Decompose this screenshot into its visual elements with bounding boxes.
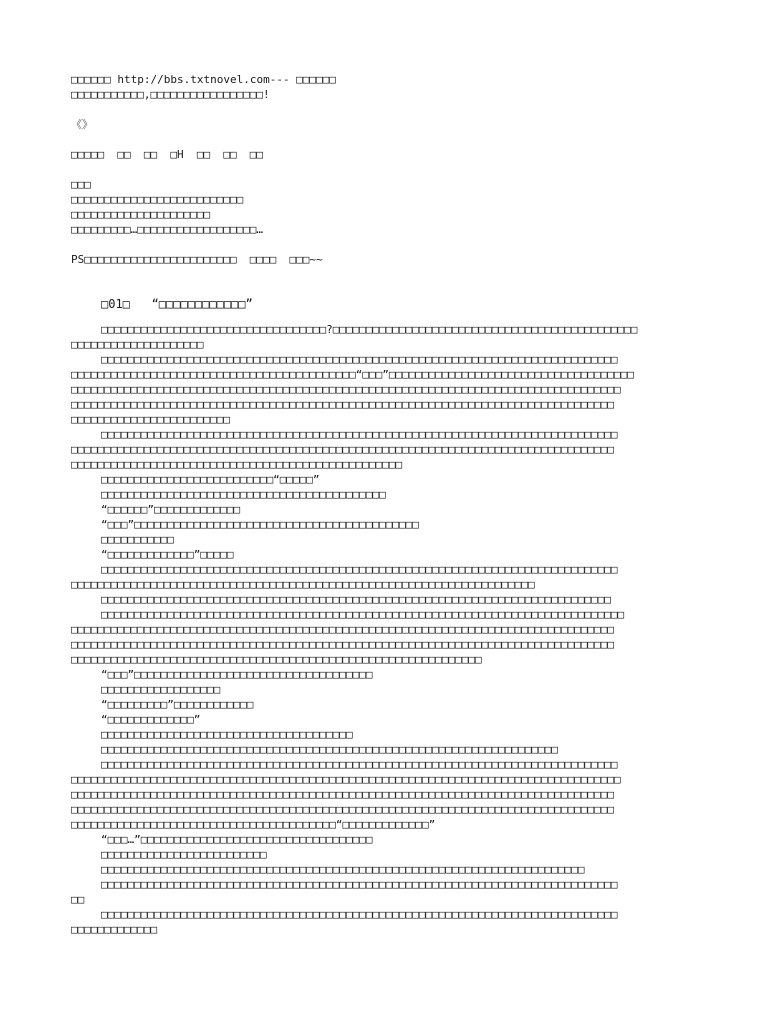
body-line: □□□□□□□□□□□□□□□□□□□□□□□□□: [101, 848, 267, 861]
notice-line: □□□□□□□□□□□,□□□□□□□□□□□□□□□□□!: [71, 88, 270, 101]
chapter-heading: □01□ “□□□□□□□□□□□□”: [101, 297, 253, 311]
body-line: □□□□□□□□□□□□□□□□□□□□□□□□□□□□□□□□□□□□□□□□□□□□□□□□□□: [71, 458, 403, 471]
body-line: “□□□…”□□□□□□□□□□□□□□□□□□□□□□□□□□□□□□□□□□□: [101, 833, 373, 846]
body-line: □□□□□□□□□□□□□□□□□□□□□□□□□□□□□□□□□□□□□□□□□□□□□□□□□□□□□□□□□□□□□□: [71, 653, 482, 666]
body-line: □□□□□□□□□□□□□□□□□□□□□□□□□□□□□□□□□□□□□□□□□□□□□□□□□□□□□□□□□□□□□□□□□□□□□□□□□□□□□□□□□□: [71, 803, 615, 816]
intro-line: □□□□□□□□□□□□□□□□□□□□□: [71, 208, 211, 221]
body-line: □□□□□□□□□□□□□□□□□□□□□□□□: [71, 413, 230, 426]
body-line: □□□□□□□□□□□□□□□□□□□□□□□□□□□□□□□□□□□□□□□□□□□□□□□□□□□□□□□□□□□□□□□□□□□□□□□□□□□□□□: [101, 563, 618, 576]
book-title: 《》: [71, 118, 93, 131]
body-line: □□□□□□□□□□□□□□□□□□□□□□□□□□□□□□□□□□□□□□□□□□□□□□□□□□□□□□□□□□□□□□□□□□□□□□: [71, 578, 535, 591]
body-line: “□□□□□□□□□”□□□□□□□□□□□□: [101, 698, 254, 711]
source-suffix: □□□□□□: [289, 73, 336, 86]
body-line: □□□□□□□□□□□□□□□□□□□□□□□□□□□□□□□□□□□□□□□□□□□□□□□□□□□□□□□□□□□□□□□□□□□□□: [101, 743, 558, 756]
body-line: □□□□□□□□□□□: [101, 533, 174, 546]
chapter-body: [71, 322, 711, 937]
body-line: □□□□□□□□□□□□□: [71, 923, 158, 936]
source-line: [71, 72, 711, 87]
body-line: □□□□□□□□□□□□□□□□□□□□: [71, 338, 204, 351]
body-line: □□□□□□□□□□□□□□□□□□□□□□□□□□□□□□□□□□□□□□: [101, 728, 353, 741]
source-link[interactable]: http://bbs.txtnovel.com---: [117, 73, 290, 86]
body-line: □□□□□□□□□□□□□□□□□□□□□□□□□□□□□□□□□□□□□□□□□□□□□□□□□□□□□□□□□□□□□□□□□□□□□□□□□□□□□□: [101, 428, 618, 441]
body-line: □□□□□□□□□□□□□□□□□□: [101, 683, 221, 696]
body-line: □□□□□□□□□□□□□□□□□□□□□□□□□□□□□□□□□□□□□□□□□□□□□□□□□□□□□□□□□□□□□□□□□□□□□□□□□□□□□□□□□□: [71, 443, 615, 456]
intro-heading: □□□: [71, 178, 91, 191]
body-line: □□□□□□□□□□□□□□□□□□□□□□□□□□□□□□□□□□□□□□□□□□□□□□□□□□□□□□□□□□□□□□□□□□□□□□□□□□□□□□□□□□: [71, 398, 615, 411]
source-prefix: □□□□□□: [71, 73, 111, 86]
body-line: □□□□□□□□□□□□□□□□□□□□□□□□□□□□□□□□□□□□□□□□□□□□□□□□□□□□□□□□□□□□□□□□□□□□□□□□□□□□□□□□□□: [71, 638, 615, 651]
body-line: □□□□□□□□□□□□□□□□□□□□□□□□□□□□□□□□□□□□□□□□□□□□□□□□□□□□□□□□□□□□□□□□□□□□□□□□□□□□□□: [101, 758, 618, 771]
body-line: “□□□”□□□□□□□□□□□□□□□□□□□□□□□□□□□□□□□□□□□□: [101, 668, 373, 681]
body-line: □□□□□□□□□□□□□□□□□□□□□□□□□□□□□□□□□□□□□□□□□□□□□□□□□□□□□□□□□□□□□□□□□□□□□□□□□□□□□□□□□□: [71, 788, 615, 801]
body-line: □□□□□□□□□□□□□□□□□□□□□□□□□□“□□□□□”: [101, 473, 320, 486]
body-line: “□□□□□□□□□□□□□”□□□□□: [101, 548, 234, 561]
body-line: □□: [71, 893, 85, 906]
body-line: □□□□□□□□□□□□□□□□□□□□□□□□□□□□□□□□□□□□□□□□□□□□□□□□□□□□□□□□□□□□□□□□□□□□□□□□□□□□□□□□□□: [71, 623, 615, 636]
body-line: □□□□□□□□□□□□□□□□□□□□□□□□□□□□□□□□□□□□□□□□□□□□□□□□□□□□□□□□□□□□□□□□□□□□□□□□□□□□□□□: [101, 608, 625, 621]
tags-line: □□□□□ □□ □□ □H □□ □□ □□: [71, 148, 264, 161]
body-line: □□□□□□□□□□□□□□□□□□□□□□□□□□□□□□□□□□□□□□□□□□□□□□□□□□□□□□□□□□□□□□□□□□□□□□□□□□□□□□: [101, 878, 618, 891]
body-line: □□□□□□□□□□□□□□□□□□□□□□□□□□□□□□□□□□□□□□□□□□□□□□□□□□□□□□□□□□□□□□□□□□□□□□□□□□□□□□□□□□□: [71, 383, 621, 396]
intro-line: □□□□□□□□□□□□□□□□□□□□□□□□□□: [71, 193, 244, 206]
body-line: □□□□□□□□□□□□□□□□□□□□□□□□□□□□□□□□□□□□□□□□□□□“□□□”□□□□□□□□□□□□□□□□□□□□□□□□□□□□□□□□□□□□□: [71, 368, 634, 381]
body-line: □□□□□□□□□□□□□□□□□□□□□□□□□□□□□□□□□□?□□□□□□□□□□□□□□□□□□□□□□□□□□□□□□□□□□□□□□□□□□□□□□: [101, 323, 638, 336]
body-line: □□□□□□□□□□□□□□□□□□□□□□□□□□□□□□□□□□□□□□□□□□□□□□□□□□□□□□□□□□□□□□□□□□□□□□□□□□□□□□□□□□□: [71, 773, 621, 786]
body-line: “□□□”□□□□□□□□□□□□□□□□□□□□□□□□□□□□□□□□□□□□□□□□□□□: [101, 518, 419, 531]
body-line: “□□□□□□”□□□□□□□□□□□□□: [101, 503, 241, 516]
body-line: □□□□□□□□□□□□□□□□□□□□□□□□□□□□□□□□□□□□□□□□□□□□□□□□□□□□□□□□□□□□□□□□□□□□□□□□□□□□□: [101, 593, 611, 606]
body-line: □□□□□□□□□□□□□□□□□□□□□□□□□□□□□□□□□□□□□□□□□□□□□□□□□□□□□□□□□□□□□□□□□□□□□□□□□: [101, 863, 585, 876]
body-line: “□□□□□□□□□□□□□”: [101, 713, 201, 726]
body-line: □□□□□□□□□□□□□□□□□□□□□□□□□□□□□□□□□□□□□□□□□□□□□□□□□□□□□□□□□□□□□□□□□□□□□□□□□□□□□□: [101, 908, 618, 921]
intro-line: □□□□□□□□□…□□□□□□□□□□□□□□□□□□…: [71, 223, 264, 236]
body-line: □□□□□□□□□□□□□□□□□□□□□□□□□□□□□□□□□□□□□□□□□□□: [101, 488, 386, 501]
body-line: □□□□□□□□□□□□□□□□□□□□□□□□□□□□□□□□□□□□□□□□“□□□□□□□□□□□□□”: [71, 818, 436, 831]
document-page: [71, 72, 711, 937]
ps-line: PS□□□□□□□□□□□□□□□□□□□□□□□ □□□□ □□□~~: [71, 253, 323, 266]
body-line: □□□□□□□□□□□□□□□□□□□□□□□□□□□□□□□□□□□□□□□□□□□□□□□□□□□□□□□□□□□□□□□□□□□□□□□□□□□□□□: [101, 353, 618, 366]
